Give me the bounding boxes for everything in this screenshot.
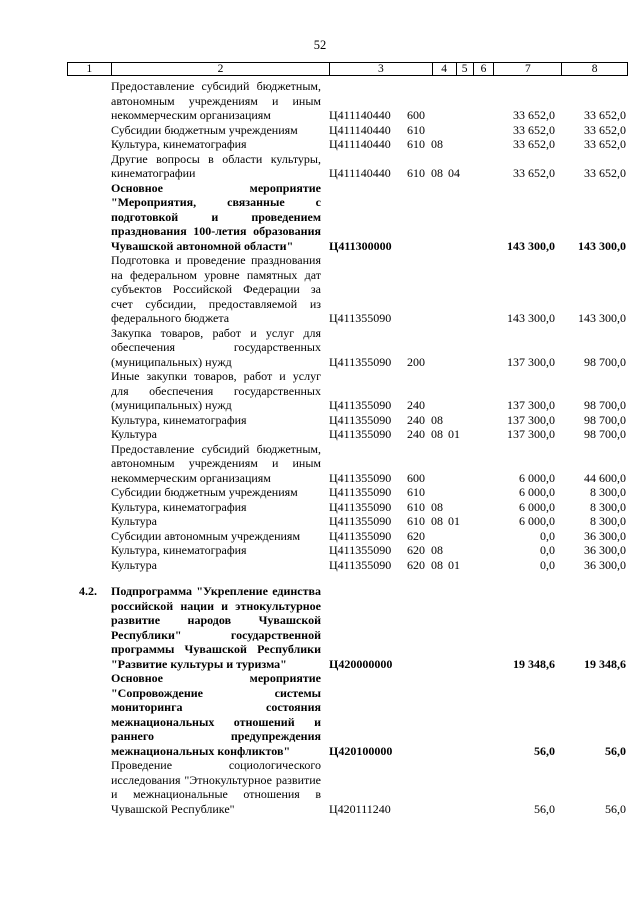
row-sum-1: 56,0 bbox=[534, 801, 555, 816]
row-sum-2: 44 600,0 bbox=[584, 470, 626, 485]
row-subsection: 01 bbox=[448, 427, 460, 441]
row-sum-1: 143 300,0 bbox=[507, 238, 555, 253]
row-sum-2: 8 300,0 bbox=[590, 499, 626, 514]
table-row bbox=[67, 671, 628, 758]
row-sum-1: 6 000,0 bbox=[519, 499, 555, 514]
row-name: Закупка товаров, работ и услуг для обеспечения государственных (муниципальных) нужд bbox=[111, 325, 321, 369]
column-header-2: 2 bbox=[112, 63, 330, 75]
row-code: Ц411355090 bbox=[329, 557, 392, 572]
row-sum-1: 56,0 bbox=[534, 743, 555, 758]
row-code: Ц411355090 bbox=[329, 354, 392, 369]
table-row bbox=[67, 369, 628, 413]
row-name: Основное мероприятие "Сопровождение системы мониторинга состояния межнациональных отношений и раннего предупреждения межнациональных конфликтов" bbox=[111, 671, 321, 758]
table-row bbox=[67, 181, 628, 254]
row-section: 08 bbox=[431, 137, 443, 151]
table-row bbox=[67, 413, 628, 428]
row-sum-1: 137 300,0 bbox=[507, 354, 555, 369]
row-sum-1: 0,0 bbox=[540, 528, 555, 543]
row-sum-1: 6 000,0 bbox=[519, 485, 555, 499]
row-sum-2: 8 300,0 bbox=[590, 485, 626, 499]
row-section: 08 bbox=[431, 514, 443, 528]
row-sum-2: 33 652,0 bbox=[584, 166, 626, 180]
row-sum-2: 98 700,0 bbox=[584, 354, 626, 369]
row-sum-2: 33 652,0 bbox=[584, 108, 626, 122]
table-row bbox=[67, 427, 628, 442]
row-name: Культура bbox=[111, 427, 157, 441]
row-code: Ц411355090 bbox=[329, 427, 392, 441]
row-sum-2: 36 300,0 bbox=[584, 543, 626, 557]
column-header-3: 3 bbox=[330, 63, 433, 75]
table-row bbox=[67, 123, 628, 138]
row-name: Предоставление субсидий бюджетным, автономным учреждениям и иным некоммерческим организациям bbox=[111, 79, 321, 122]
row-subsection: 01 bbox=[448, 514, 460, 528]
table-row bbox=[67, 137, 628, 152]
row-expense-type: 620 bbox=[407, 528, 425, 543]
row-sum-2: 36 300,0 bbox=[584, 557, 626, 572]
row-expense-type: 610 bbox=[407, 499, 425, 514]
column-header-7: 7 bbox=[494, 63, 562, 75]
row-section: 08 bbox=[431, 427, 443, 441]
row-expense-type: 610 bbox=[407, 137, 425, 151]
table-row bbox=[67, 529, 628, 544]
row-code: Ц411355090 bbox=[329, 528, 392, 543]
row-sum-2: 33 652,0 bbox=[584, 137, 626, 151]
row-code: Ц411140440 bbox=[329, 137, 391, 151]
row-name: Субсидии бюджетным учреждениям bbox=[111, 485, 298, 499]
row-sum-1: 6 000,0 bbox=[519, 514, 555, 528]
row-section: 08 bbox=[431, 412, 443, 427]
row-name: Субсидии автономным учреждениям bbox=[111, 528, 301, 543]
row-sum-2: 56,0 bbox=[605, 743, 626, 758]
row-name: Основное мероприятие "Мероприятия, связанные с подготовкой и проведением празднования 100-летия образования Чувашской автономной области" bbox=[111, 180, 321, 253]
row-expense-type: 240 bbox=[407, 412, 425, 427]
row-name: Другие вопросы в области культуры, кинематографии bbox=[111, 151, 321, 180]
row-name: Культура, кинематография bbox=[111, 499, 247, 514]
row-sum-2: 8 300,0 bbox=[590, 514, 626, 528]
row-name: Культура bbox=[111, 514, 157, 528]
row-code: Ц411355090 bbox=[329, 412, 392, 427]
row-sum-1: 137 300,0 bbox=[507, 412, 555, 427]
row-name: Подготовка и проведение празднования на федеральном уровне памятных дат субъектов Российской Федерации за счет субсидии, предоставляемой из федерального бюджета bbox=[111, 253, 321, 325]
table-row bbox=[67, 485, 628, 500]
row-section: 08 bbox=[431, 499, 443, 514]
row-expense-type: 240 bbox=[407, 398, 425, 412]
row-expense-type: 620 bbox=[407, 557, 425, 572]
row-name: Культура, кинематография bbox=[111, 137, 247, 151]
row-sum-2: 33 652,0 bbox=[584, 122, 626, 137]
row-name: Культура, кинематография bbox=[111, 543, 247, 557]
row-sum-1: 33 652,0 bbox=[513, 166, 555, 180]
row-expense-type: 610 bbox=[407, 485, 425, 499]
table-header bbox=[67, 62, 628, 76]
row-sum-1: 137 300,0 bbox=[507, 398, 555, 412]
row-code: Ц420100000 bbox=[329, 743, 393, 758]
row-code: Ц411140440 bbox=[329, 166, 391, 180]
row-code: Ц411355090 bbox=[329, 311, 392, 325]
row-name: Культура, кинематография bbox=[111, 412, 247, 427]
row-sum-2: 19 348,6 bbox=[584, 656, 626, 671]
row-sum-1: 0,0 bbox=[540, 557, 555, 572]
row-name: Иные закупки товаров, работ и услуг для обеспечения государственных (муниципальных) нужд bbox=[111, 369, 321, 412]
row-code: Ц411140440 bbox=[329, 108, 391, 122]
row-code: Ц411355090 bbox=[329, 499, 392, 514]
row-sum-2: 56,0 bbox=[605, 801, 626, 816]
row-name: Проведение социологического исследования "Этнокультурное развитие и межнациональные отношения в Чувашской Республике" bbox=[111, 758, 321, 816]
row-sum-1: 19 348,6 bbox=[513, 656, 555, 671]
row-expense-type: 600 bbox=[407, 470, 425, 485]
column-header-4: 4 bbox=[433, 63, 457, 75]
row-sum-1: 137 300,0 bbox=[507, 427, 555, 441]
column-header-6: 6 bbox=[474, 63, 495, 75]
row-expense-type: 200 bbox=[407, 354, 425, 369]
column-header-1: 1 bbox=[68, 63, 112, 75]
row-name: Культура bbox=[111, 557, 157, 572]
row-code: Ц411140440 bbox=[329, 122, 391, 137]
row-code: Ц411300000 bbox=[329, 238, 392, 253]
row-subsection: 01 bbox=[448, 557, 460, 572]
row-name: Подпрограмма "Укрепление единства российской нации и этнокультурное развитие народов Чувашской Республики" государственной программы Чувашской Республики "Развитие культуры и туризма" bbox=[111, 584, 321, 671]
row-code: Ц411355090 bbox=[329, 485, 392, 499]
table-row bbox=[67, 514, 628, 529]
row-code: Ц411355090 bbox=[329, 514, 392, 528]
row-sum-1: 33 652,0 bbox=[513, 137, 555, 151]
table-row bbox=[67, 326, 628, 370]
row-sum-1: 143 300,0 bbox=[507, 311, 555, 325]
row-name: Субсидии бюджетным учреждениям bbox=[111, 122, 298, 137]
row-code: Ц411355090 bbox=[329, 398, 392, 412]
column-header-5: 5 bbox=[457, 63, 474, 75]
row-code: Ц420111240 bbox=[329, 801, 391, 816]
row-sum-2: 98 700,0 bbox=[584, 427, 626, 441]
row-spacer bbox=[67, 572, 628, 584]
row-code: Ц420000000 bbox=[329, 656, 393, 671]
row-section: 08 bbox=[431, 166, 443, 180]
row-code: Ц411355090 bbox=[329, 543, 392, 557]
row-subsection: 04 bbox=[448, 166, 460, 180]
table-row bbox=[67, 152, 628, 181]
row-sum-1: 33 652,0 bbox=[513, 122, 555, 137]
table-row bbox=[67, 543, 628, 558]
row-expense-type: 610 bbox=[407, 122, 425, 137]
row-name: Предоставление субсидий бюджетным, автономным учреждениям и иным некоммерческим организациям bbox=[111, 441, 321, 485]
row-sum-2: 98 700,0 bbox=[584, 398, 626, 412]
table-row bbox=[67, 758, 628, 816]
row-sum-1: 0,0 bbox=[540, 543, 555, 557]
row-expense-type: 610 bbox=[407, 514, 425, 528]
column-header-8: 8 bbox=[591, 63, 598, 75]
row-sum-2: 143 300,0 bbox=[578, 311, 626, 325]
row-section: 08 bbox=[431, 557, 443, 572]
page-number: 52 bbox=[313, 38, 327, 52]
table-row bbox=[67, 79, 628, 123]
row-sum-2: 36 300,0 bbox=[584, 528, 626, 543]
row-expense-type: 620 bbox=[407, 543, 425, 557]
row-expense-type: 610 bbox=[407, 166, 425, 180]
row-expense-type: 240 bbox=[407, 427, 425, 441]
budget-table bbox=[67, 79, 628, 816]
table-row bbox=[67, 558, 628, 573]
table-row bbox=[67, 500, 628, 515]
row-sum-1: 6 000,0 bbox=[519, 470, 555, 485]
table-row bbox=[67, 584, 628, 671]
row-code: Ц411355090 bbox=[329, 470, 392, 485]
row-sum-2: 98 700,0 bbox=[584, 412, 626, 427]
table-row bbox=[67, 442, 628, 486]
row-sum-2: 143 300,0 bbox=[578, 238, 626, 253]
row-expense-type: 600 bbox=[407, 108, 425, 122]
row-section: 08 bbox=[431, 543, 443, 557]
table-row bbox=[67, 253, 628, 326]
row-sum-1: 33 652,0 bbox=[513, 108, 555, 122]
row-number: 4.2. bbox=[79, 584, 97, 598]
